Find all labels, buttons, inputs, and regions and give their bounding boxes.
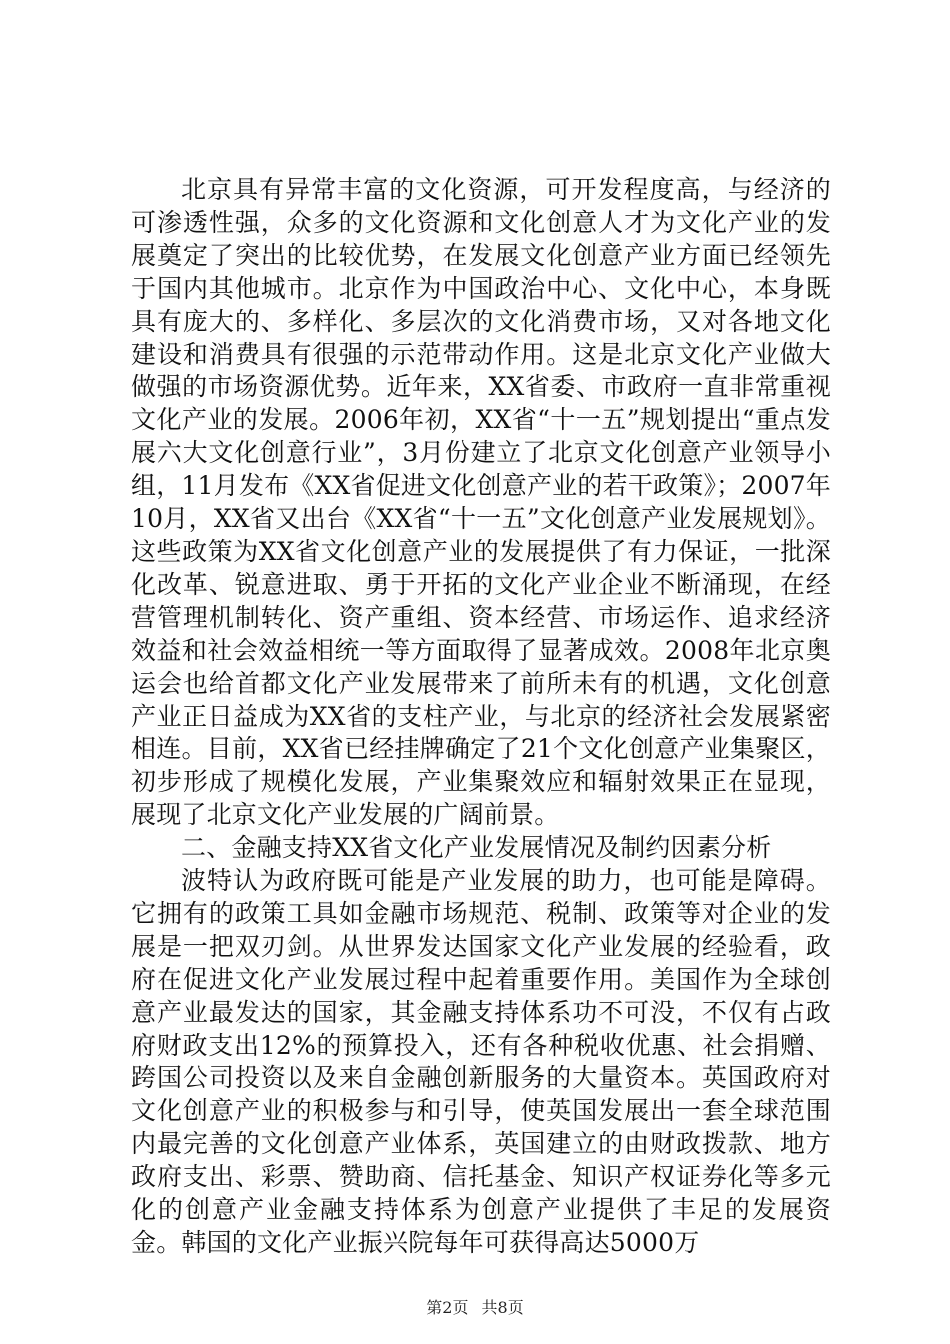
body-paragraph-1: 北京具有异常丰富的文化资源，可开发程度高，与经济的可渗透性强，众多的文化资源和文化创意人才为文化产业的发展奠定了突出的比较优势，在发展文化创意产业方面已经领先于国内其他城市。北京作为中国政治中心、文化中心，本身既具有庞大的、多样化、多层次的文化消费市场，又对各地文化建设和消费具有很强的示范带动作用。这是北京文化产业做大做强的市场资源优势。近年来，XX省委、市政府一直非常重视文化产业的发展。2006年初，XX省“十一五”规划提出“重点发展六大文化创意行业”，3月份建立了北京文化创意产业领导小组，11月发布《XX省促进文化创意产业的若干政策》；2007年10月，XX省又出台《XX省“十一五”文化创意产业发展规划》。这些政策为XX省文化创意产业的发展提供了有力保证，一批深化改革、锐意进取、勇于开拓的文化产业企业不断涌现，在经营管理机制转化、资产重组、资本经营、市场运作、追求经济效益和社会效益相统一等方面取得了显著成效。2008年北京奥运会也给首都文化产业发展带来了前所未有的机遇，文化创意产业正日益成为XX省的支柱产业，与北京的经济社会发展紧密相连。目前，XX省已经挂牌确定了21个文化创意产业集聚区，初步形成了规模化发展，产业集聚效应和辐射效果正在显现，展现了北京文化产业发展的广阔前景。 <box>131 175 831 830</box>
document-body <box>131 174 831 1260</box>
page-footer <box>0 1298 950 1318</box>
page-total: 共8页 <box>481 1298 524 1317</box>
body-paragraph-2: 波特认为政府既可能是产业发展的助力，也可能是障碍。它拥有的政策工具如金融市场规范、税制、政策等对企业的发展是一把双刃剑。从世界发达国家文化产业发展的经验看，政府在促进文化产业发展过程中起着重要作用。美国作为全球创意产业最发达的国家，其金融支持体系功不可没，不仅有占政府财政支出12%的预算投入，还有各种税收优惠、社会捐赠、跨国公司投资以及来自金融创新服务的大量资本。英国政府对文化创意产业的积极参与和引导，使英国发展出一套全球范围内最完善的文化创意产业体系，英国建立的由财政拨款、地方政府支出、彩票、赞助商、信托基金、知识产权证券化等多元化的创意产业金融支持体系为创意产业提供了丰足的发展资金。韩国的文化产业振兴院每年可获得高达5000万 <box>131 866 831 1257</box>
page-number: 第2页 <box>426 1298 469 1317</box>
section-heading: 二、金融支持XX省文化产业发展情况及制约因素分析 <box>181 833 772 863</box>
